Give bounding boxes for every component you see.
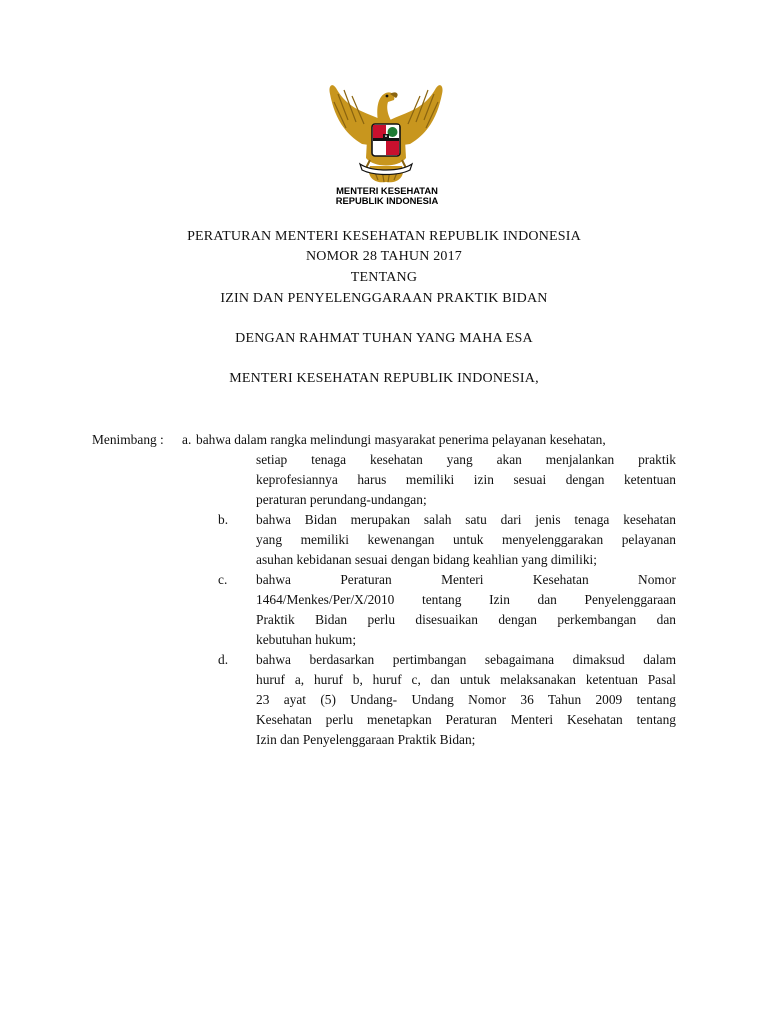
list-marker: d. (218, 652, 229, 667)
list-line: yang memiliki kewenangan untuk menyelenggarakan pelayanan (256, 532, 676, 547)
garuda-emblem-icon (326, 80, 446, 186)
list-line: 1464/Menkes/Per/X/2010 tentang Izin dan Penyelenggaraan (256, 592, 676, 607)
list-line: Izin dan Penyelenggaraan Praktik Bidan; (256, 732, 476, 747)
list-line: bahwa Peraturan Menteri Kesehatan Nomor (256, 572, 676, 587)
list-line: Praktik Bidan perlu disesuaikan dengan perkembangan dan (256, 612, 676, 627)
issuer: MENTERI KESEHATAN REPUBLIK INDONESIA, (229, 371, 539, 386)
considerations-label: Menimbang : (92, 432, 164, 447)
list-line: bahwa berdasarkan pertimbangan sebagaimana dimaksud dalam (256, 652, 676, 667)
list-line: bahwa Bidan merupakan salah satu dari jenis tenaga kesehatan (256, 512, 676, 527)
regulation-about: TENTANG (350, 270, 418, 285)
garuda-pancasila-icon (326, 80, 446, 186)
list-line: peraturan perundang-undangan; (256, 492, 427, 507)
list-line: setiap tenaga kesehatan yang akan menjalankan praktik (256, 452, 676, 467)
invocation: DENGAN RAHMAT TUHAN YANG MAHA ESA (235, 331, 533, 346)
list-line: asuhan kebidanan sesuai dengan bidang keahlian yang dimiliki; (256, 552, 597, 567)
list-line: huruf a, huruf b, huruf c, dan untuk melaksanakan ketentuan Pasal (256, 672, 676, 687)
list-line: keprofesiannya harus memiliki izin sesuai dengan ketentuan (256, 472, 676, 487)
list-marker: b. (218, 512, 229, 527)
list-line: Kesehatan perlu menetapkan Peraturan Menteri Kesehatan tentang (256, 712, 676, 727)
regulation-title: PERATURAN MENTERI KESEHATAN REPUBLIK INDONESIA (187, 229, 581, 244)
regulation-subject: IZIN DAN PENYELENGGARAAN PRAKTIK BIDAN (220, 291, 548, 306)
regulation-number: NOMOR 28 TAHUN 2017 (305, 249, 463, 264)
list-line: 23 ayat (5) Undang- Undang Nomor 36 Tahun 2009 tentang (256, 692, 676, 707)
list-line: bahwa dalam rangka melindungi masyarakat penerima pelayanan kesehatan, (196, 432, 606, 447)
issuing-institution (322, 186, 452, 206)
list-marker: c. (218, 572, 228, 587)
list-marker: a. (182, 432, 192, 447)
institution-line-2: REPUBLIK INDONESIA (335, 195, 439, 206)
institution-line-1: MENTERI KESEHATAN (336, 185, 438, 196)
list-line: kebutuhan hukum; (256, 632, 357, 647)
